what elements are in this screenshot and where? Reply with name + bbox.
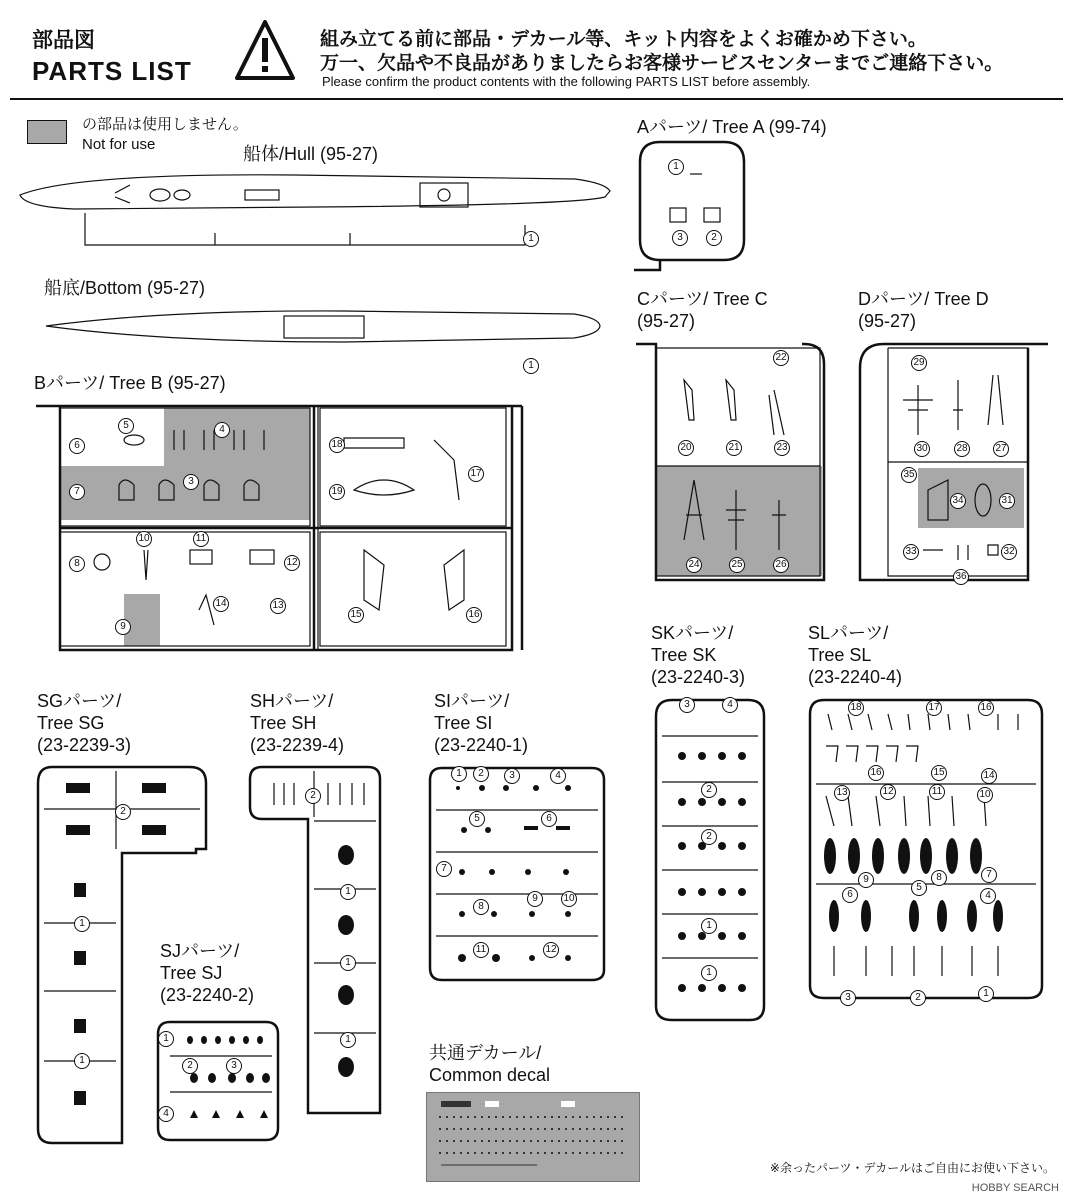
part-number: 2	[182, 1058, 198, 1074]
part-number: 1	[451, 766, 467, 782]
part-number: 8	[473, 899, 489, 915]
part-number: 5	[469, 811, 485, 827]
header	[10, 10, 1063, 100]
tree-sg-label-1: SGパーツ/	[37, 691, 122, 711]
tree-si-label-3: (23-2240-1)	[434, 735, 529, 755]
part-number: 19	[329, 484, 345, 500]
bottom-drawing	[44, 308, 604, 348]
decal-label-2: Common decal	[429, 1065, 551, 1085]
part-number: 3	[679, 697, 695, 713]
part-number: 4	[158, 1106, 174, 1122]
tree-sk-label-1: SKパーツ/	[651, 623, 734, 643]
tree-sh-label-3: (23-2239-4)	[250, 735, 345, 755]
part-number: 1	[523, 358, 539, 374]
part-number: 6	[842, 887, 858, 903]
part-number: 4	[550, 768, 566, 784]
tree-sg-label-3: (23-2239-3)	[37, 735, 132, 755]
tree-d-label-2: (95-27)	[858, 311, 917, 331]
part-number: 21	[726, 440, 742, 456]
part-number: 3	[504, 768, 520, 784]
tree-si-label-1: SIパーツ/	[434, 691, 510, 711]
part-number: 25	[729, 557, 745, 573]
part-number: 12	[543, 942, 559, 958]
part-number: 31	[999, 493, 1015, 509]
part-number: 1	[340, 1032, 356, 1048]
part-number: 1	[74, 916, 90, 932]
part-number: 8	[931, 870, 947, 886]
part-number: 3	[672, 230, 688, 246]
watermark: HOBBY SEARCH	[971, 1182, 1059, 1194]
part-number: 27	[993, 441, 1009, 457]
tree-sk-label-3: (23-2240-3)	[651, 667, 746, 687]
part-number: 34	[950, 493, 966, 509]
part-number: 7	[436, 861, 452, 877]
tree-sg-label-2: Tree SG	[37, 713, 105, 733]
part-number: 13	[834, 785, 850, 801]
part-number: 6	[541, 811, 557, 827]
common-decal-sheet	[426, 1092, 640, 1182]
part-number: 4	[214, 422, 230, 438]
part-number: 16	[868, 765, 884, 781]
part-number: 4	[980, 888, 996, 904]
part-number: 2	[473, 766, 489, 782]
tree-sj-label-1: SJパーツ/	[160, 941, 240, 961]
bottom-label: 船底/Bottom (95-27)	[44, 278, 206, 298]
tree-sj-label-3: (23-2240-2)	[160, 985, 255, 1005]
tree-c-label-1: Cパーツ/ Tree C	[637, 289, 768, 309]
tree-sl-label-3: (23-2240-4)	[808, 667, 903, 687]
part-number: 1	[523, 231, 539, 247]
part-number: 17	[926, 700, 942, 716]
part-number: 13	[270, 598, 286, 614]
part-number: 3	[183, 474, 199, 490]
part-number: 2	[910, 990, 926, 1006]
part-number: 23	[774, 440, 790, 456]
part-number: 2	[115, 804, 131, 820]
part-number: 9	[858, 872, 874, 888]
tree-sl-frame	[808, 696, 1048, 1006]
part-number: 10	[561, 891, 577, 907]
part-number: 2	[305, 788, 321, 804]
part-number: 16	[466, 607, 482, 623]
part-number: 10	[136, 531, 152, 547]
tree-c-frame	[634, 340, 834, 590]
part-number: 2	[701, 782, 717, 798]
part-number: 5	[118, 418, 134, 434]
part-number: 3	[840, 990, 856, 1006]
notice-en: Please confirm the product contents with the following PARTS LIST before assembly.	[322, 74, 811, 89]
part-number: 14	[213, 596, 229, 612]
notice-jp-1: 組み立てる前に部品・デカール等、キット内容をよくお確かめ下さい。	[320, 29, 927, 50]
tree-a-label: Aパーツ/ Tree A (99-74)	[637, 117, 827, 137]
part-number: 8	[69, 556, 85, 572]
part-number: 26	[773, 557, 789, 573]
part-number: 4	[722, 697, 738, 713]
part-number: 6	[69, 438, 85, 454]
title-jp: 部品図	[32, 29, 95, 52]
tree-d-label-1: Dパーツ/ Tree D	[858, 289, 989, 309]
part-number: 22	[773, 350, 789, 366]
tree-a-frame	[632, 140, 752, 280]
tree-si-label-2: Tree SI	[434, 713, 493, 733]
part-number: 15	[348, 607, 364, 623]
part-number: 11	[473, 942, 489, 958]
part-number: 9	[527, 891, 543, 907]
part-number: 24	[686, 557, 702, 573]
tree-si-frame	[428, 764, 608, 984]
part-number: 12	[284, 555, 300, 571]
tree-sh-label-2: Tree SH	[250, 713, 317, 733]
part-number: 29	[911, 355, 927, 371]
part-number: 11	[193, 531, 209, 547]
part-number: 33	[903, 544, 919, 560]
part-number: 1	[340, 955, 356, 971]
notice-jp-2: 万一、欠品や不良品がありましたらお客様サービスセンターまでご連絡下さい。	[320, 53, 1004, 74]
part-number: 14	[981, 768, 997, 784]
part-number: 2	[701, 829, 717, 845]
part-number: 20	[678, 440, 694, 456]
part-number: 16	[978, 700, 994, 716]
tree-b-frame	[34, 400, 534, 650]
part-number: 17	[468, 466, 484, 482]
tree-sk-label-2: Tree SK	[651, 645, 717, 665]
part-number: 10	[977, 787, 993, 803]
tree-d-frame	[858, 340, 1058, 590]
tree-sl-label-1: SLパーツ/	[808, 623, 889, 643]
title-en: PARTS LIST	[32, 56, 192, 86]
part-number: 2	[706, 230, 722, 246]
part-number: 9	[115, 619, 131, 635]
part-number: 1	[701, 918, 717, 934]
tree-sl-label-2: Tree SL	[808, 645, 872, 665]
legend-en: Not for use	[82, 136, 156, 153]
part-number: 7	[69, 484, 85, 500]
part-number: 3	[226, 1058, 242, 1074]
part-number: 35	[901, 467, 917, 483]
tree-b-label: Bパーツ/ Tree B (95-27)	[34, 373, 226, 393]
part-number: 18	[848, 700, 864, 716]
part-number: 36	[953, 569, 969, 585]
part-number: 32	[1001, 544, 1017, 560]
legend-jp: の部品は使用しません。	[82, 116, 248, 133]
part-number: 12	[880, 784, 896, 800]
part-number: 1	[978, 986, 994, 1002]
part-number: 1	[74, 1053, 90, 1069]
footer-note: ※余ったパーツ・デカールはご自由にお使い下さい。	[769, 1161, 1055, 1175]
warning-icon	[235, 14, 285, 86]
part-number: 7	[981, 867, 997, 883]
part-number: 18	[329, 437, 345, 453]
legend-swatch	[27, 120, 67, 144]
tree-c-label-2: (95-27)	[637, 311, 696, 331]
decal-label-1: 共通デカール/	[429, 1043, 542, 1063]
hull-label: 船体/Hull (95-27)	[243, 144, 379, 164]
part-number: 1	[701, 965, 717, 981]
part-number: 15	[931, 765, 947, 781]
part-number: 28	[954, 441, 970, 457]
part-number: 1	[158, 1031, 174, 1047]
tree-sh-label-1: SHパーツ/	[250, 691, 334, 711]
tree-sj-label-2: Tree SJ	[160, 963, 223, 983]
tree-sj-frame	[156, 1018, 286, 1148]
part-number: 1	[340, 884, 356, 900]
part-number: 11	[929, 784, 945, 800]
part-number: 1	[668, 159, 684, 175]
part-number: 30	[914, 441, 930, 457]
part-number: 5	[911, 880, 927, 896]
